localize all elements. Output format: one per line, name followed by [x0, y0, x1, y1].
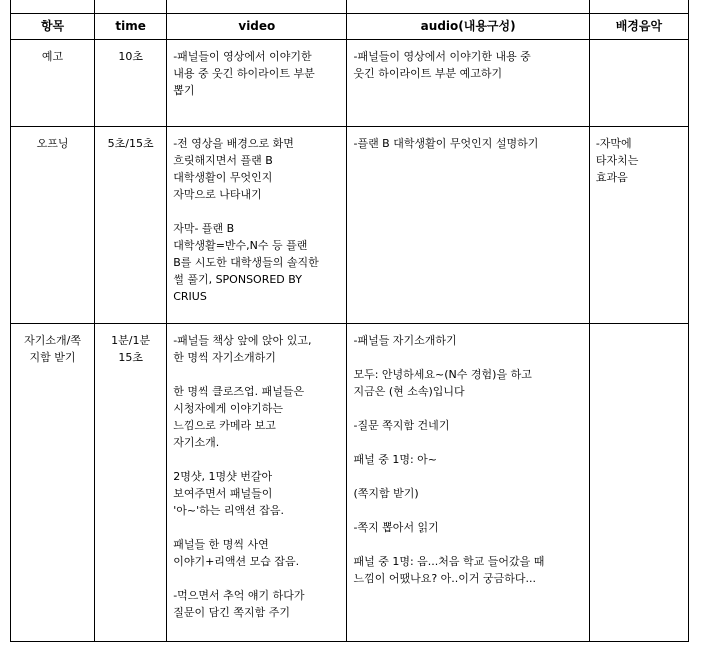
header-time: time	[95, 14, 167, 40]
header-audio: audio(내용구성)	[347, 14, 589, 40]
header-video: video	[167, 14, 347, 40]
row-audio: -패널들이 영상에서 이야기한 내용 중 웃긴 하이라이트 부분 예고하기	[353, 50, 531, 80]
header-item: 항목	[11, 14, 95, 40]
row-audio: -패널들 자기소개하기 모두: 안녕하세요~(N수 경험)을 하고 지금은 (현 소속)입니다 -질문 쪽지함 건네기 패널 중 1명: 아~ (쪽지함 받기) -쪽지 뽑아서 읽기 패널 중 1명: 음...처음 학교 들어갔을 때 느낌이 어땠나요? 아..이거 궁금하다...	[353, 334, 545, 585]
header-bgm: 배경음악	[589, 14, 688, 40]
table-row	[11, 40, 689, 127]
script-table	[10, 0, 689, 642]
row-bgm	[590, 324, 688, 338]
row-time: 5초/15초	[107, 137, 154, 150]
row-bgm: -자막에 타자치는 효과음	[595, 137, 639, 184]
header-row	[11, 14, 689, 40]
row-video: -패널들 책상 앞에 앉아 있고, 한 명씩 자기소개하기 한 명씩 클로즈업. 패널들은 시청자에게 이야기하는 느낌으로 카메라 보고 자기소개. 2명샷, 1명샷 번갈아 보여주면서 패널들이 '아~'하는 리액션 잡음. 패널들 한 명씩 사연 이야기+리액션 모습 잡음. -먹으면서 추억 얘기 하다가 질문이 담긴 쪽지함 주기	[173, 334, 312, 619]
row-item: 오프닝	[36, 137, 69, 150]
row-time: 1분/1분 15초	[111, 334, 151, 364]
table-row	[11, 127, 689, 324]
row-audio: -플랜 B 대학생활이 무엇인지 설명하기	[353, 137, 539, 150]
row-bgm	[590, 40, 688, 54]
row-item: 예고	[41, 50, 64, 63]
row-time: 10초	[118, 50, 143, 63]
row-video: -패널들이 영상에서 이야기한 내용 중 웃긴 하이라이트 부분 뽑기	[173, 50, 315, 97]
row-video: -전 영상을 배경으로 화면 흐릿해지면서 플랜 B 대학생활이 무엇인지 자막으로 나타내기 자막- 플랜 B 대학생활=반수,N수 등 플랜 B를 시도한 대학생들의 솔직한 썰 풀기, SPONSORED BY CRIUS	[173, 137, 319, 303]
row-item: 자기소개/쪽 지함 받기	[24, 334, 81, 364]
table-row	[11, 324, 689, 642]
table-top-stub	[11, 0, 689, 14]
